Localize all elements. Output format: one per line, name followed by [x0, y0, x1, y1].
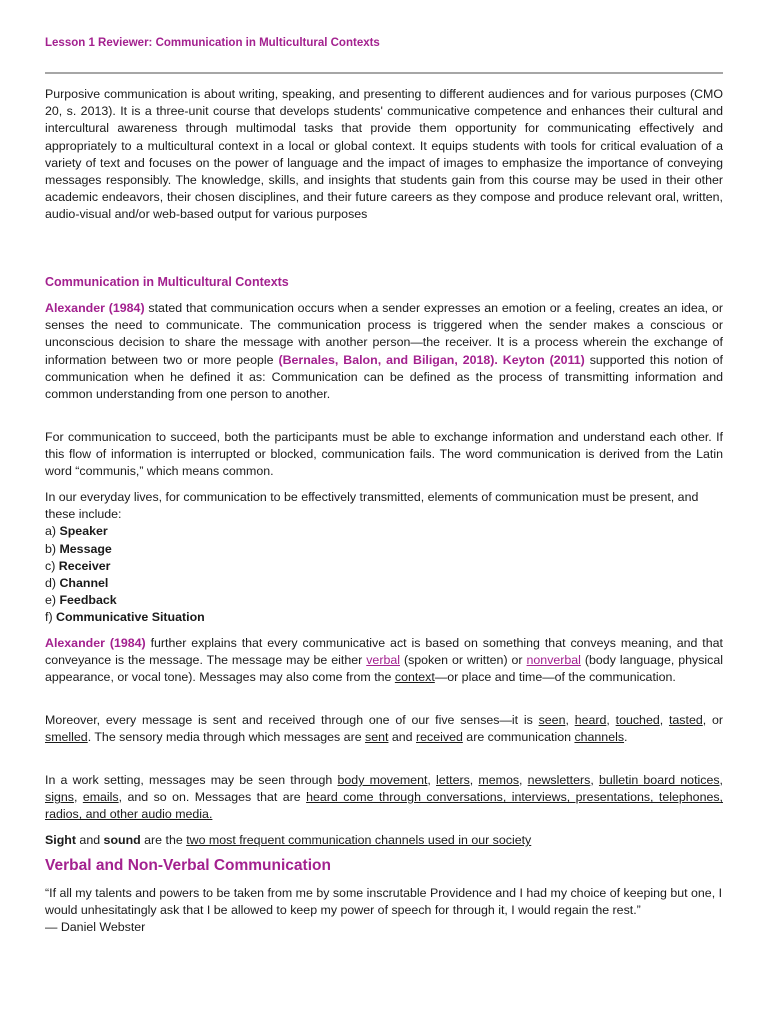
list-marker: d)	[45, 576, 60, 591]
quote-text: “If all my talents and powers to be taken from me by some inscrutable Providence and I had my choice of keeping but one, I would unhesitatingly ask that I be allowed to keep my power of speech for through it, I would regain the rest.”	[45, 886, 723, 918]
underlined-channels: channels	[574, 730, 625, 745]
paragraph-text: —or place and time—of the communication.	[434, 670, 676, 685]
underlined-sent: sent	[365, 730, 389, 745]
success-paragraph	[45, 429, 723, 481]
punctuation: ,	[590, 773, 599, 787]
underlined-heard-media: heard come through conversations, interviews, presentations, telephones, radios, and other audio media.	[45, 790, 723, 822]
list-item	[45, 609, 723, 626]
paragraph-text: further explains that every communicative act is based on something that conveys meaning, and that conveyance is the message. The message may be either	[45, 636, 723, 668]
section-heading: Communication in Multicultural Contexts	[45, 275, 289, 289]
underlined-seen: seen	[538, 713, 566, 727]
punctuation: ,	[73, 790, 83, 805]
intro-paragraph: Purposive communication is about writing, speaking, and presenting to different audiences and for various purposes (CMO 20, s. 2013). It is a three-unit course that develops students' communicative competence and enhances their cultural and intercultural awareness through multimodal tasks that provide them opportunity for communicating effectively and appropriately to a multicultural context in a local or global context. It equips students with tools for critical evaluation of a variety of text and focuses on the power of language and the impact of images to emphasize the importance of conveying messages responsibly. The knowledge, skills, and insights that students gain from this course may be used in their other academic endeavors, their chosen disciplines, and their future careers as they compose and produce relevant oral, written, audio-visual and/or web-based output for various purposes	[45, 87, 723, 222]
list-marker: e)	[45, 593, 60, 608]
underlined-touched: touched	[615, 713, 660, 727]
underlined-smelled: smelled	[45, 730, 88, 745]
bold-sound: sound	[103, 833, 141, 847]
underlined-emails: emails	[82, 790, 119, 805]
senses-paragraph	[45, 712, 723, 746]
paragraph-text: and	[75, 833, 104, 847]
underlined-tasted: tasted	[668, 713, 703, 727]
title-divider	[45, 72, 723, 74]
quote-block	[45, 885, 723, 937]
list-marker: b)	[45, 541, 60, 556]
punctuation: ,	[519, 773, 528, 787]
list-marker: f)	[45, 610, 57, 625]
underlined-context: context	[394, 670, 435, 685]
section-verbal	[45, 857, 723, 875]
punctuation: ,	[719, 773, 723, 787]
message-paragraph	[45, 635, 723, 687]
paragraph-text: are communication	[462, 730, 575, 745]
citation-alexander: Alexander (1984)	[45, 301, 145, 315]
punctuation: , or	[702, 713, 723, 727]
list-label: Channel	[59, 576, 109, 591]
document-title: Lesson 1 Reviewer: Communication in Multicultural Contexts	[45, 37, 380, 49]
underlined-heard: heard	[574, 713, 607, 727]
punctuation: ,	[659, 713, 669, 727]
paragraph-text: supported this notion of communication when he defined it as: Communication can be defined as the process of transmitting information and common understanding from one person to another.	[45, 352, 723, 402]
punctuation: ,	[469, 773, 479, 787]
punctuation: ,	[606, 713, 616, 727]
underlined-letters: letters	[436, 773, 470, 787]
list-item	[45, 575, 723, 592]
list-item	[45, 523, 723, 540]
punctuation: ,	[565, 713, 575, 727]
paragraph-text: For communication to succeed, both the participants must be able to exchange information and understand each other. If this flow of information is interrupted or blocked, communication fails. The word communication is derived from the Latin word “communis,” which means common.	[45, 430, 723, 479]
paragraph-text: Moreover, every message is sent and received through one of our five senses—it is	[45, 713, 539, 727]
punctuation: ,	[427, 773, 437, 787]
section-communication	[45, 275, 723, 289]
definition-paragraph	[45, 300, 723, 403]
elements-list	[45, 523, 723, 626]
list-marker: c)	[45, 558, 59, 573]
list-item	[45, 541, 723, 558]
paragraph-text: (body language, physical appearance, or vocal tone). Messages may also come from the	[45, 653, 724, 685]
elements-paragraph	[45, 489, 723, 627]
underlined-body-movement: body movement	[337, 773, 428, 787]
bold-sight: Sight	[45, 833, 76, 847]
paragraph-text: (spoken or written) or	[399, 653, 527, 668]
list-label: Communicative Situation	[56, 610, 205, 625]
citation-bernales-keyton: (Bernales, Balon, and Biligan, 2018). Keyton (2011)	[278, 352, 585, 367]
underlined-received: received	[416, 730, 463, 745]
quote-attribution: — Daniel Webster	[45, 920, 146, 935]
list-label: Receiver	[58, 558, 111, 573]
list-label: Message	[59, 541, 112, 556]
link-verbal[interactable]: verbal	[366, 653, 400, 668]
paragraph-text: In a work setting, messages may be seen through	[45, 773, 338, 787]
link-nonverbal[interactable]: nonverbal	[526, 653, 581, 668]
list-item	[45, 592, 723, 609]
paragraph-text: . The sensory media through which messages are	[87, 730, 366, 745]
list-item	[45, 558, 723, 575]
elements-intro: In our everyday lives, for communication to be effectively transmitted, elements of communication must be present, and these include:	[45, 490, 699, 522]
citation-alexander: Alexander (1984)	[45, 636, 146, 650]
underlined-bulletin: bulletin board notices	[598, 773, 720, 787]
sight-sound-paragraph	[45, 832, 723, 849]
list-marker: a)	[45, 524, 60, 539]
paragraph-text: and	[388, 730, 417, 745]
paragraph-text: stated that communication occurs when a sender expresses an emotion or a feeling, creates an idea, or senses the need to communicate. The communication process is triggered when the sender makes a conscious or unconscious decision to share the message with another person—the receiver. It is a process wherein the exchange of information between two or more people	[45, 301, 723, 367]
underlined-signs: signs	[45, 790, 74, 805]
list-label: Feedback	[59, 593, 117, 608]
underlined-memos: memos	[478, 773, 520, 787]
section-heading: Verbal and Non-Verbal Communication	[45, 857, 331, 874]
underlined-newsletters: newsletters	[527, 773, 591, 787]
paragraph-text: are the	[140, 833, 187, 847]
list-label: Speaker	[59, 524, 108, 539]
underlined-channels-society: two most frequent communication channels used in our society	[186, 833, 532, 847]
paragraph-text: , and so on. Messages that are	[118, 790, 307, 805]
intro-section	[45, 86, 723, 224]
punctuation: .	[624, 730, 628, 745]
work-setting-paragraph	[45, 772, 723, 824]
